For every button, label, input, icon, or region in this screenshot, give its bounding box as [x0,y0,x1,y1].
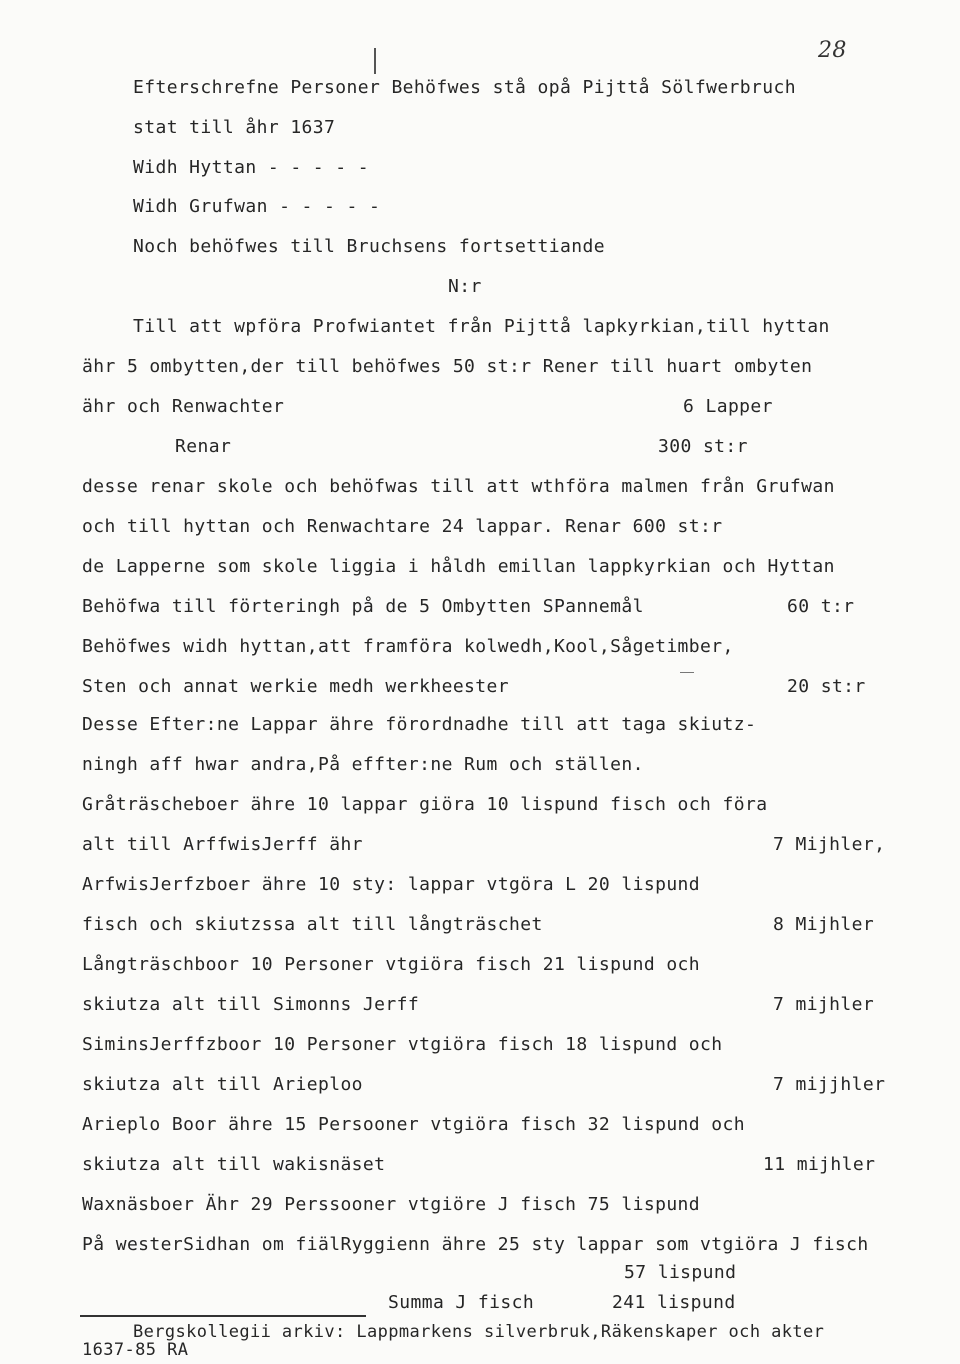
text-line: Behöfwa till förteringh på de 5 Ombytten SPannemål [82,596,644,617]
text-line: På westerSidhan om fiälRyggienn ähre 25 sty lappar som vtgiöra J fisch [82,1234,869,1255]
text-line: Långträschboor 10 Personer vtgiöra fisch 21 lispund och [82,954,701,975]
pencil-tick [680,672,694,673]
text-line: Behöfwes widh hyttan,att framföra kolwedh,Kool,Sågetimber, [82,636,734,657]
amount-right: 6 Lapper [683,396,773,417]
amount-right: 8 Mijhler [773,914,875,935]
text-line: ArfwisJerfzboer ähre 10 sty: lappar vtgöra L 20 lispund [82,874,701,895]
text-line: Sten och annat werkie medh werkheester [82,676,510,697]
text-line: Renar [175,436,232,457]
text-line: SiminsJerffzboor 10 Personer vtgiöra fisch 18 lispund och [82,1034,723,1055]
sum-value: 241 lispund [612,1292,736,1313]
text-line: Till att wpföra Profwiantet från Pijttå lapkyrkian,till hyttan [133,316,830,337]
header-line-1: Efterschrefne Personer Behöfwes stå opå Pijttå Sölfwerbruch [133,77,796,98]
archive-reference-2: 1637-85 RA [82,1340,189,1360]
amount-right: 7 mijjhler [773,1074,886,1095]
pencil-mark [374,48,376,74]
text-line: skiutza alt till wakisnäset [82,1154,386,1175]
text-line: skiutza alt till Simonns Jerff [82,994,420,1015]
header-line-4: Widh Grufwan - - - - - [133,196,381,217]
text-line: ähr och Renwachter [82,396,285,417]
text-line: desse renar skole och behöfwas till att wthföra malmen från Grufwan [82,476,835,497]
amount-right: 7 Mijhler, [773,834,886,855]
text-line: Desse Efter:ne Lappar ähre förordnadhe till att taga skiutz- [82,714,757,735]
amount-right: 300 st:r [658,436,748,457]
sum-label: Summa J fisch [388,1292,535,1313]
header-line-3: Widh Hyttan - - - - - [133,157,369,178]
text-line: Arieplo Boor ähre 15 Persooner vtgiöra fisch 32 lispund och [82,1114,745,1135]
header-line-5: Noch behöfwes till Bruchsens fortsettiande [133,236,605,257]
amount-right: 57 lispund [624,1262,737,1283]
amount-right: 20 st:r [787,676,866,697]
text-line: skiutza alt till Arieploo [82,1074,363,1095]
footer-divider [80,1315,366,1317]
amount-right: 7 mijhler [773,994,875,1015]
page-number: 28 [818,38,847,63]
amount-right: 60 t:r [787,596,855,617]
nr-label: N:r [448,276,482,297]
text-line: de Lapperne som skole liggia i håldh emillan lappkyrkian och Hyttan [82,556,835,577]
text-line: ähr 5 ombytten,der till behöfwes 50 st:r Rener till huart ombyten [82,356,813,377]
text-line: fisch och skiutzssa alt till långträschet [82,914,543,935]
text-line: och till hyttan och Renwachtare 24 lappar. Renar 600 st:r [82,516,723,537]
text-line: Waxnäsboer Ähr 29 Perssooner vtgiöre J fisch 75 lispund [82,1194,701,1215]
text-line: ningh aff hwar andra,På effter:ne Rum och ställen. [82,754,644,775]
amount-right: 11 mijhler [763,1154,876,1175]
text-line: Gråträscheboer ähre 10 lappar giöra 10 lispund fisch och föra [82,794,768,815]
archive-reference: Bergskollegii arkiv: Lappmarkens silverbruk,Räkenskaper och akter [133,1322,825,1342]
header-line-2: stat till åhr 1637 [133,117,336,138]
text-line: alt till ArffwisJerff ähr [82,834,363,855]
